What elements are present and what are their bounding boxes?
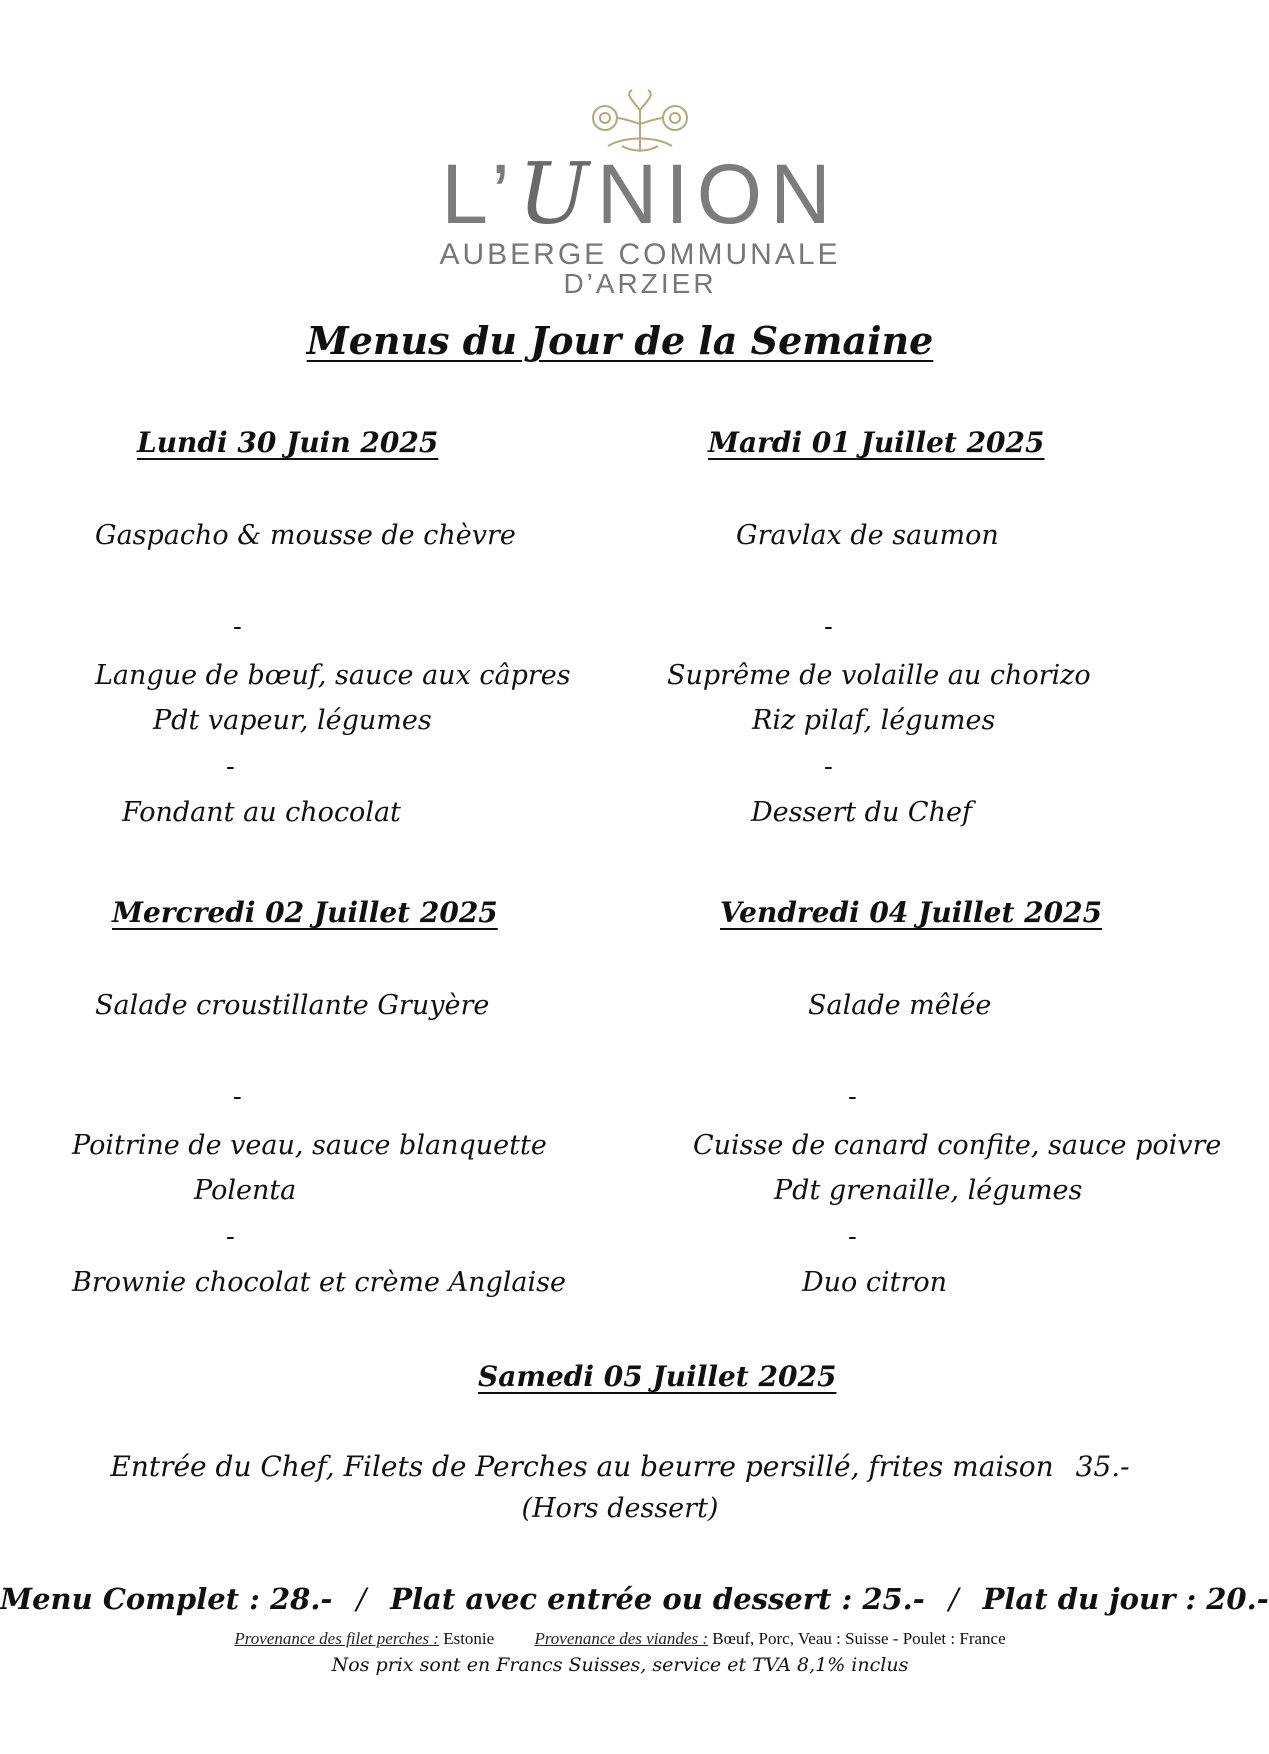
separator: -	[233, 1082, 242, 1112]
dish-dessert-vendredi: Duo citron	[802, 1267, 948, 1298]
provenance-viandes-label: Provenance des viandes :	[534, 1629, 708, 1648]
separator: /	[356, 1582, 367, 1616]
menu-complet-price: Menu Complet : 28.-	[0, 1582, 333, 1616]
separator: -	[233, 612, 242, 642]
dish-dessert-mercredi: Brownie chocolat et crème Anglaise	[72, 1267, 566, 1298]
dish-main-vendredi: Cuisse de canard confite, sauce poivre	[693, 1130, 1222, 1161]
dish-side-mercredi: Polenta	[194, 1175, 297, 1206]
plat-du-jour-price: Plat du jour : 20.-	[982, 1582, 1269, 1616]
price-footnote: Nos prix sont en Francs Suisses, service et TVA 8,1% inclus	[331, 1654, 909, 1676]
price-formulas	[0, 1582, 1269, 1616]
day-title-mardi: Mardi 01 Juillet 2025	[708, 426, 1045, 459]
separator: -	[824, 752, 833, 782]
dish-dessert-mardi: Dessert du Chef	[751, 797, 972, 828]
day-title-samedi: Samedi 05 Juillet 2025	[478, 1360, 837, 1393]
day-title-lundi: Lundi 30 Juin 2025	[137, 426, 439, 459]
page-title: Menus du Jour de la Semaine	[306, 318, 934, 363]
dish-dessert-lundi: Fondant au chocolat	[122, 797, 401, 828]
separator: -	[226, 752, 235, 782]
logo-subtitle: AUBERGE COMMUNALE	[439, 238, 841, 271]
dish-main-mercredi: Poitrine de veau, sauce blanquette	[72, 1130, 547, 1161]
separator: -	[848, 1082, 857, 1112]
separator: /	[948, 1582, 959, 1616]
day-title-vendredi: Vendredi 04 Juillet 2025	[720, 896, 1103, 929]
saturday-dish: Entrée du Chef, Filets de Perches au beurre persillé, frites maison	[110, 1450, 1054, 1483]
dish-side-mardi: Riz pilaf, légumes	[752, 705, 996, 736]
provenance-info	[0, 1629, 1240, 1649]
provenance-perches-label: Provenance des filet perches :	[234, 1629, 439, 1648]
plat-entree-dessert-price: Plat avec entrée ou dessert : 25.-	[390, 1582, 925, 1616]
saturday-price: 35.-	[1075, 1450, 1130, 1483]
saturday-menu-line	[0, 1450, 1240, 1483]
dish-side-vendredi: Pdt grenaille, légumes	[774, 1175, 1083, 1206]
dish-main-mardi: Suprême de volaille au chorizo	[667, 660, 1091, 691]
separator: -	[848, 1222, 857, 1252]
dish-starter-mercredi: Salade croustillante Gruyère	[95, 990, 490, 1021]
separator: -	[226, 1222, 235, 1252]
logo-wordmark: L’UNION	[441, 145, 839, 243]
saturday-note: (Hors dessert)	[521, 1493, 719, 1524]
provenance-viandes-value: Bœuf, Porc, Veau : Suisse - Poulet : France	[712, 1629, 1006, 1648]
dish-starter-mardi: Gravlax de saumon	[736, 520, 999, 551]
dish-starter-vendredi: Salade mêlée	[808, 990, 992, 1021]
provenance-perches-value: Estonie	[443, 1629, 495, 1648]
dish-main-lundi: Langue de bœuf, sauce aux câpres	[95, 660, 571, 691]
separator: -	[824, 612, 833, 642]
restaurant-logo	[370, 90, 910, 299]
dish-starter-lundi: Gaspacho & mousse de chèvre	[95, 520, 516, 551]
logo-subtitle-location: D’ARZIER	[563, 268, 717, 299]
day-title-mercredi: Mercredi 02 Juillet 2025	[112, 896, 498, 929]
dish-side-lundi: Pdt vapeur, légumes	[153, 705, 432, 736]
